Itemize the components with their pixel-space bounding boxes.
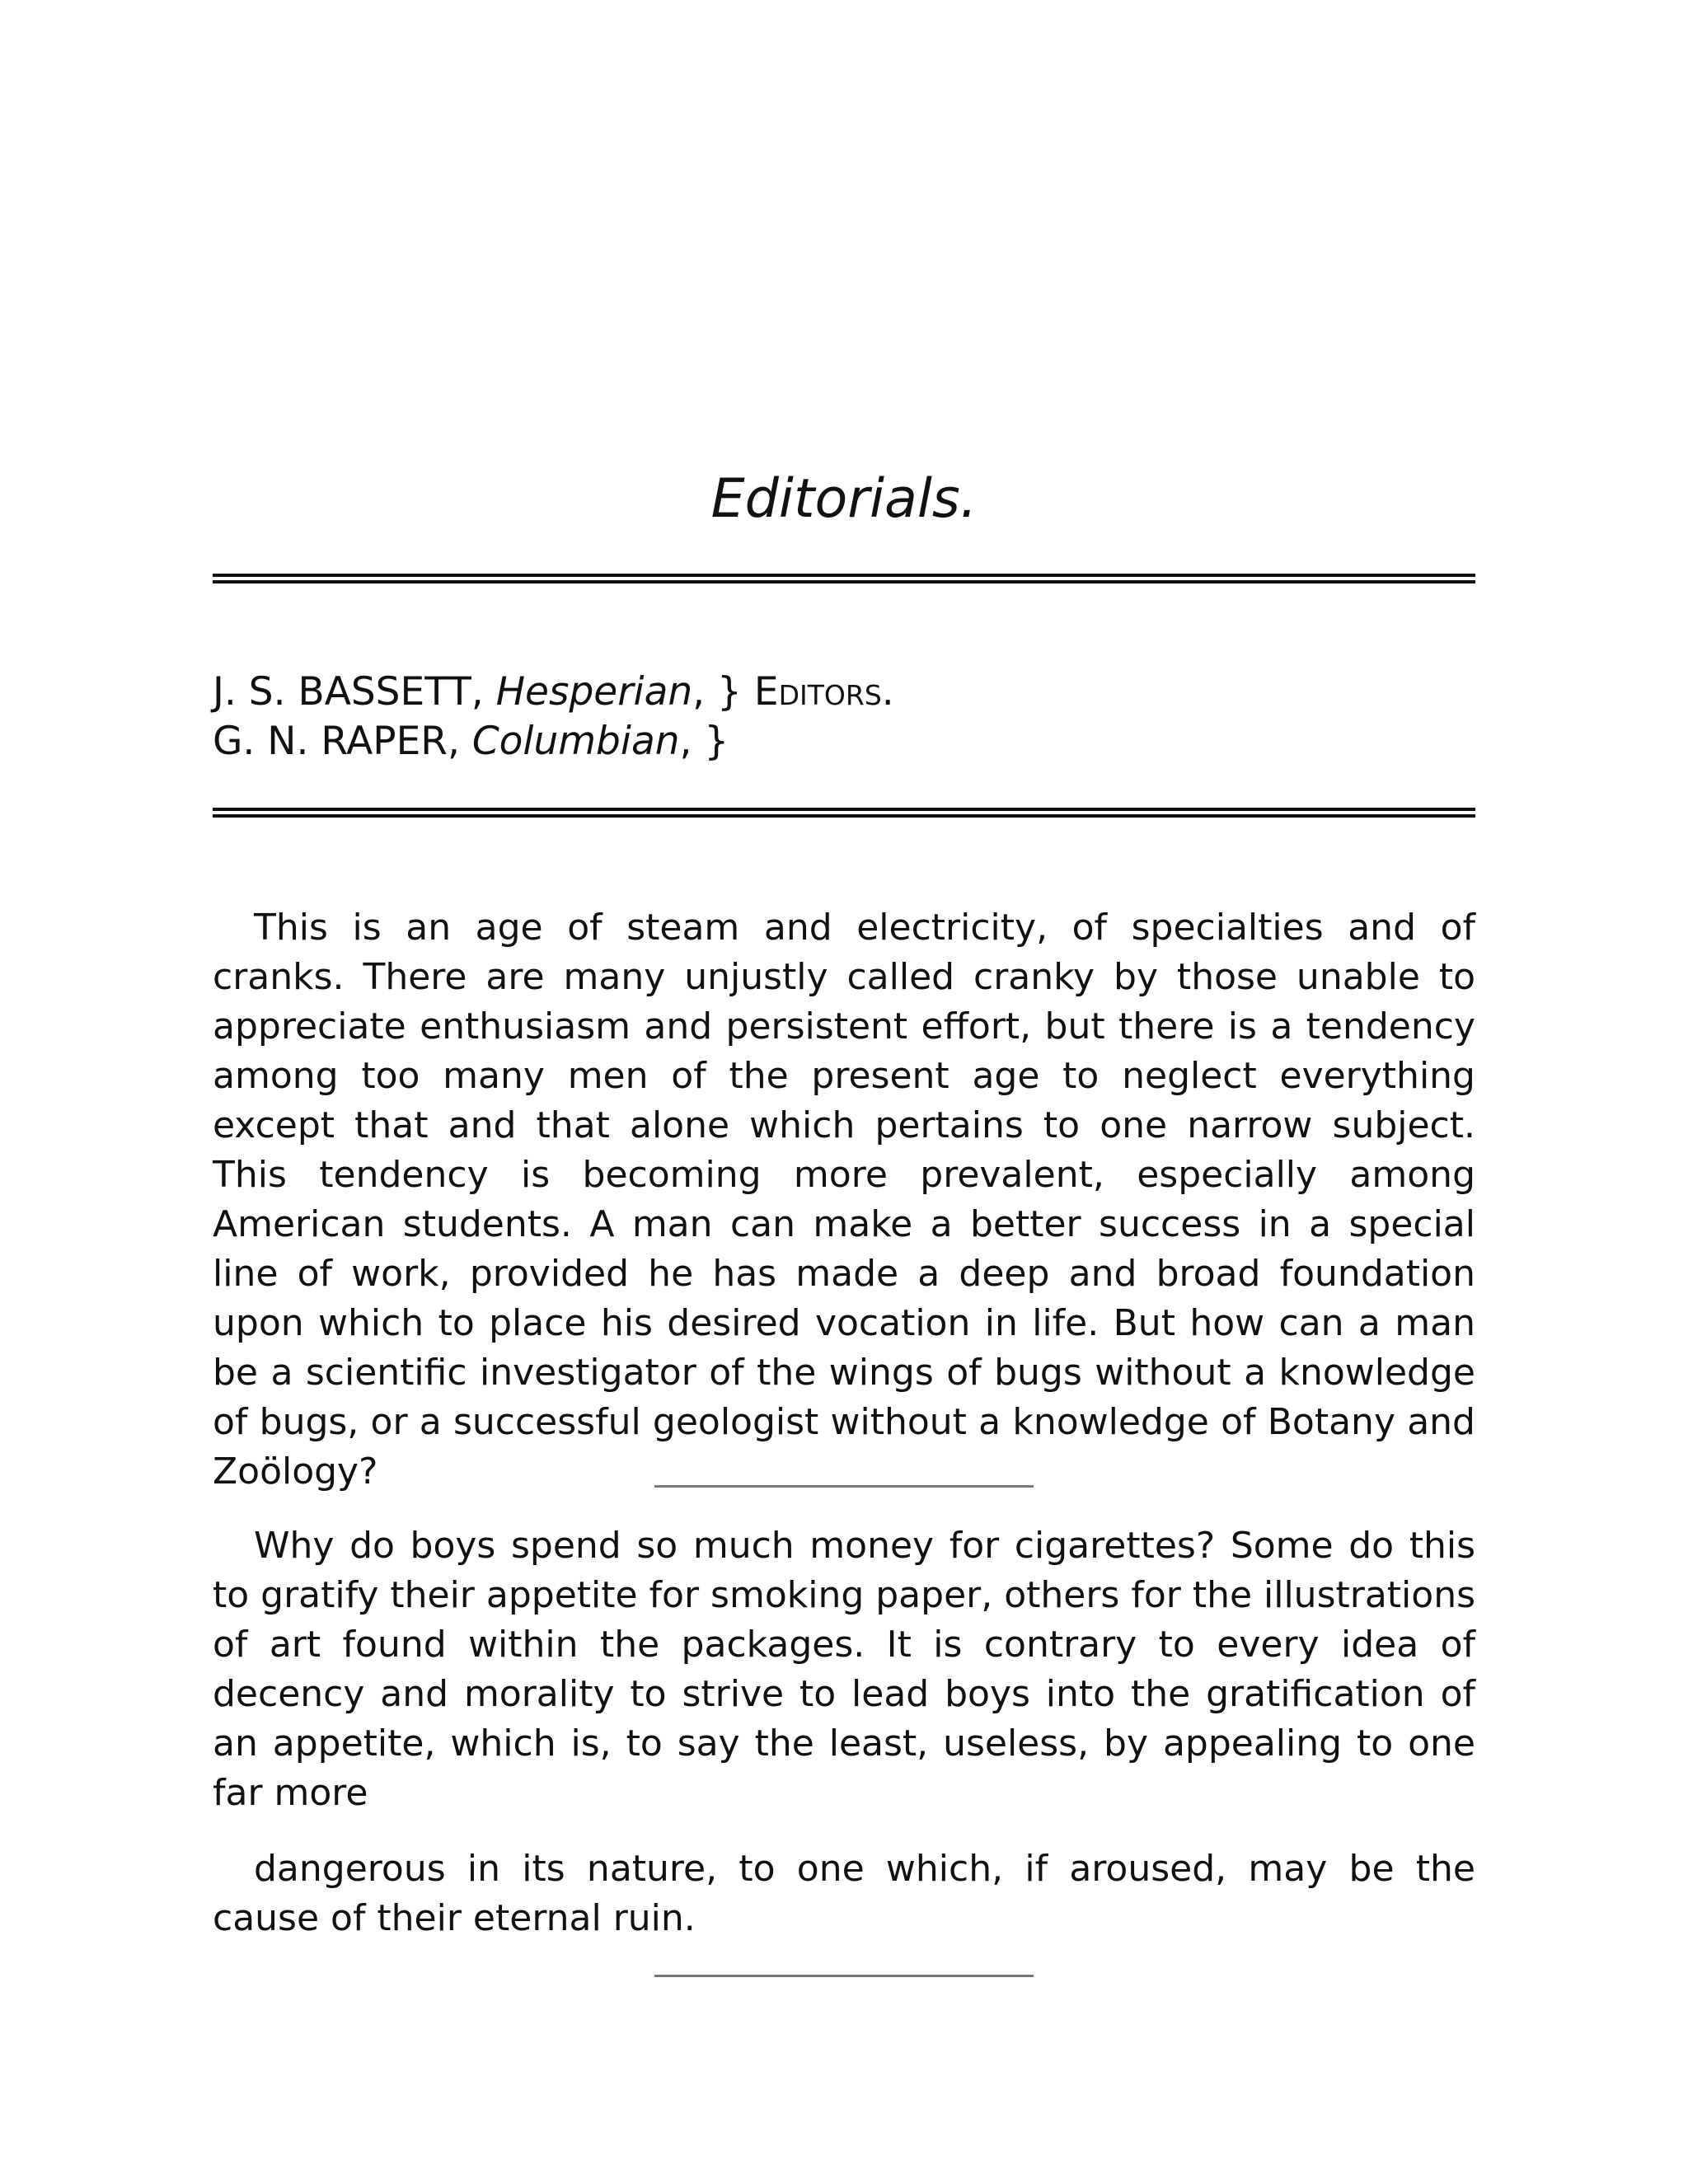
editor-brace: , } xyxy=(692,669,742,715)
editorial-paragraph-specialties: This is an age of steam and electricity, of specialties and of cranks. There are many unjustly called cranky by those unable to appreciate enthusiasm and persistent effort, but there is a tendency among too many men of the present age to neglect everything except that and that alone which pertains to one narrow subject. This tendency is becoming more prevalent, especially among American students. A man can make a better success in a special line of work, provided he has made a deep and broad foundation upon which to place his desired vocation in life. But how can a man be a scientific investigator of the wings of bugs without a knowledge of bugs, or a successful geologist without a knowledge of Botany and Zoölogy? xyxy=(213,907,1475,1493)
double-rule-bottom xyxy=(213,808,1475,818)
section-divider xyxy=(654,1485,1034,1488)
editor-name: G. N. RAPER, xyxy=(213,719,460,764)
editor-line-2 xyxy=(213,717,1475,766)
editors-masthead xyxy=(213,668,1475,766)
editor-name: J. S. BASSETT, xyxy=(213,669,484,715)
editor-society: Columbian xyxy=(471,719,680,764)
editorial-paragraph-continuation: dangerous in its nature, to one which, if aroused, may be the cause of their eternal ruin. xyxy=(213,1848,1475,1939)
editor-brace: , } xyxy=(679,719,729,764)
editors-label: Editors xyxy=(753,669,882,715)
editors-label-period: . xyxy=(881,669,894,715)
editor-line-1 xyxy=(213,668,1475,717)
section-divider xyxy=(654,1975,1034,1977)
page-title: Editorials. xyxy=(710,468,978,530)
editor-society: Hesperian xyxy=(495,669,693,715)
editorial-paragraph-cigarettes: Why do boys spend so much money for cigarettes? Some do this to gratify their appetite for smoking paper, others for the illustrations of art found within the packages. It is contrary to every idea of decency and morality to strive to lead boys into the gratification of an appetite, which is, to say the least, useless, by appealing to one far more xyxy=(213,1525,1476,1814)
double-rule-top xyxy=(213,574,1475,583)
